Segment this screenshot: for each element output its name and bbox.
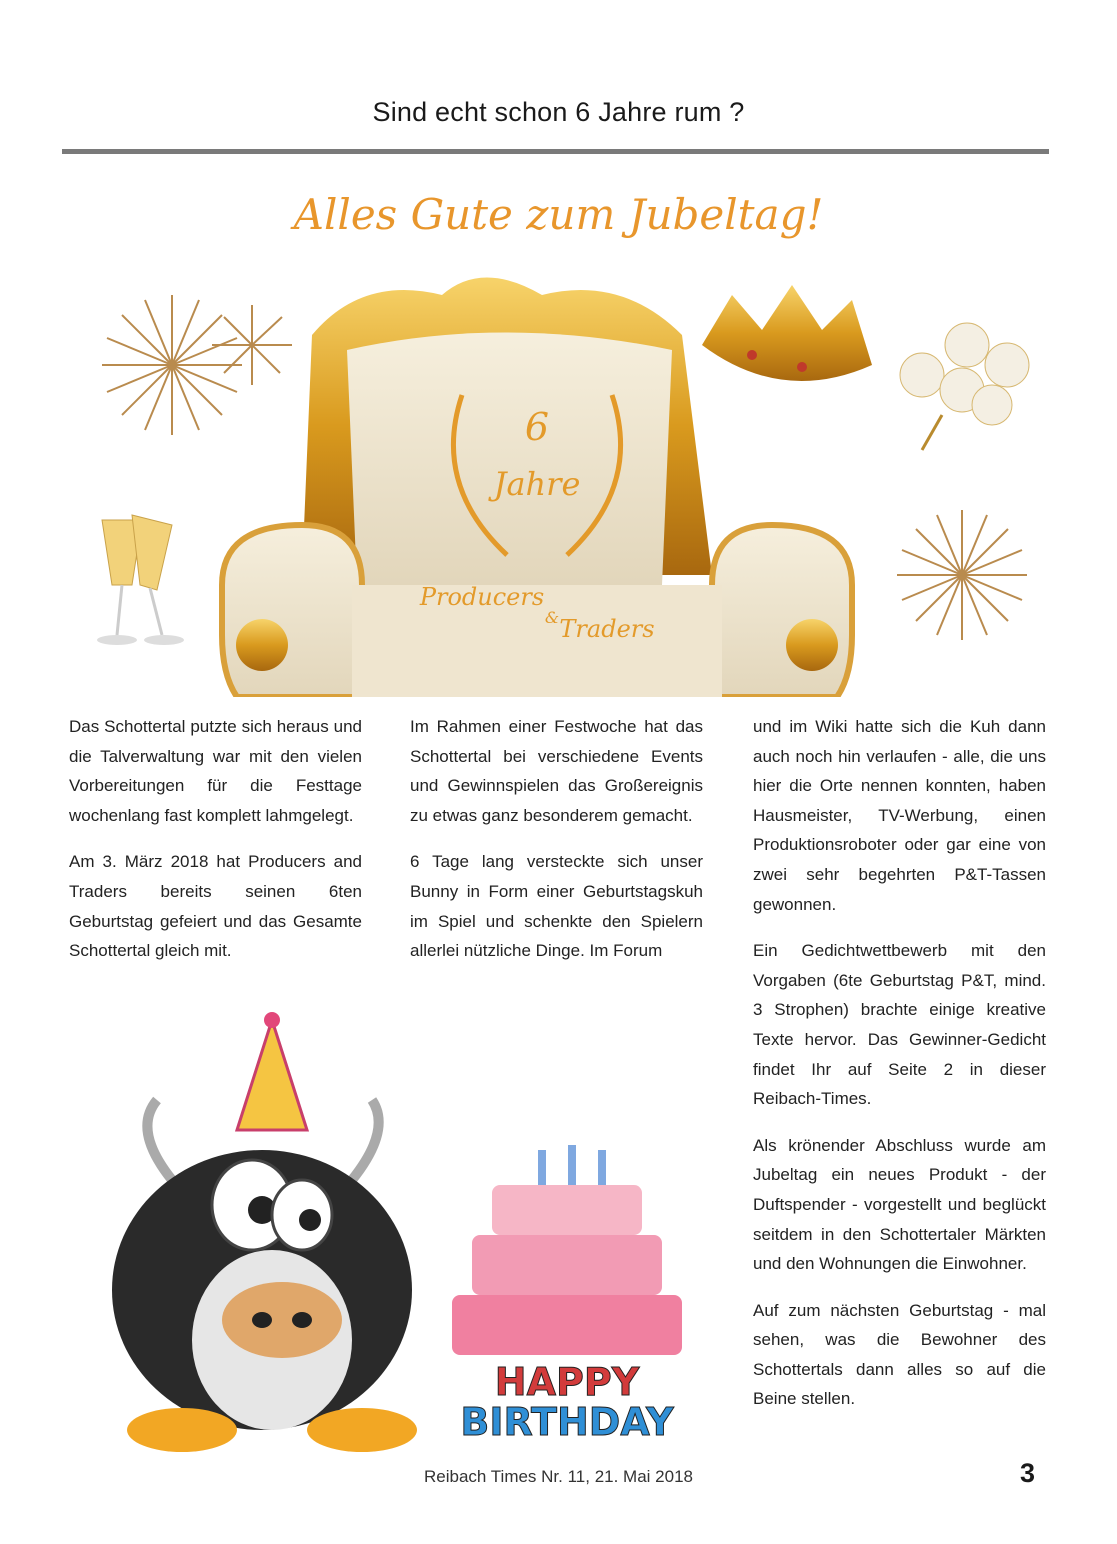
- article-column-2: [410, 712, 703, 983]
- paragraph: Als krönender Abschluss wurde am Jubeltag ein neues Produkt - der Duftspender - vorgestellt und beglückt seitdem in den Schottertaler Märkten und den Wohnungen die Einwohner.: [753, 1135, 1046, 1274]
- birthday-text: BIRTHDAY: [460, 1400, 674, 1444]
- paragraph: Am 3. März 2018 hat Producers and Traders bereits seinen 6ten Geburtstag gefeiert und das Gesamte Schottertal gleich mit.: [69, 852, 362, 961]
- footer-issue: Reibach Times Nr. 11, 21. Mai 2018: [424, 1467, 693, 1486]
- brand-amp: &: [544, 608, 560, 627]
- page-number: 3: [1020, 1458, 1036, 1488]
- throne-illustration: [62, 255, 1052, 697]
- cake-icon: [452, 1145, 682, 1355]
- cow-icon: [112, 1012, 417, 1452]
- banner-heading: Alles Gute zum Jubeltag!: [293, 190, 824, 239]
- happy-text: HAPPY: [494, 1360, 640, 1404]
- brand-producers: Producers: [419, 583, 545, 611]
- paragraph: Ein Gedichtwettbewerb mit den Vorgaben (6te Geburtstag P&T, mind. 3 Strophen) brachte einige kreative Texte hervor. Das Gewinner-Gedicht findet Ihr auf Seite 2 in dieser Reibach-Times.: [753, 941, 1046, 1109]
- paragraph: Auf zum nächsten Geburtstag - mal sehen, was die Bewohner des Schottertals dann alles so auf die Beine stellen.: [753, 1300, 1046, 1409]
- birthday-cow-illustration: [62, 1010, 702, 1455]
- champagne-glasses-icon: [97, 515, 184, 645]
- paragraph: Das Schottertal putzte sich heraus und die Talverwaltung war mit den vielen Vorbereitungen für die Festtage wochenlang fast komplett lahmgelegt.: [69, 717, 362, 825]
- article-column-3: [753, 712, 1046, 1431]
- page-title: Sind echt schon 6 Jahre rum ?: [372, 97, 745, 127]
- header-rule: [62, 149, 1049, 154]
- wreath-years: Jahre: [493, 465, 581, 503]
- fireworks-right-icon: [897, 510, 1027, 640]
- wreath-number: 6: [524, 405, 550, 449]
- article-column-1: [69, 712, 362, 983]
- paragraph: und im Wiki hatte sich die Kuh dann auch noch hin verlaufen - alle, die uns hier die Orte nennen konnten, haben Hausmeister, TV-Werbung, einen Produktionsroboter oder gar eine von zwei sehr begehrten P&T-Tassen gewonnen.: [753, 717, 1046, 914]
- balloons-icon: [900, 323, 1029, 450]
- fireworks-left-icon: [102, 295, 292, 435]
- paragraph: Im Rahmen einer Festwoche hat das Schottertal bei verschiedene Events und Gewinnspielen das Großereignis zu etwas ganz besonderem gemacht.: [410, 717, 703, 825]
- crown-icon: [702, 285, 872, 381]
- paragraph: 6 Tage lang versteckte sich unser Bunny in Form einer Geburtstagskuh im Spiel und schenkte den Spielern allerlei nützliche Dinge. Im Forum: [410, 852, 703, 961]
- brand-traders: Traders: [559, 615, 655, 643]
